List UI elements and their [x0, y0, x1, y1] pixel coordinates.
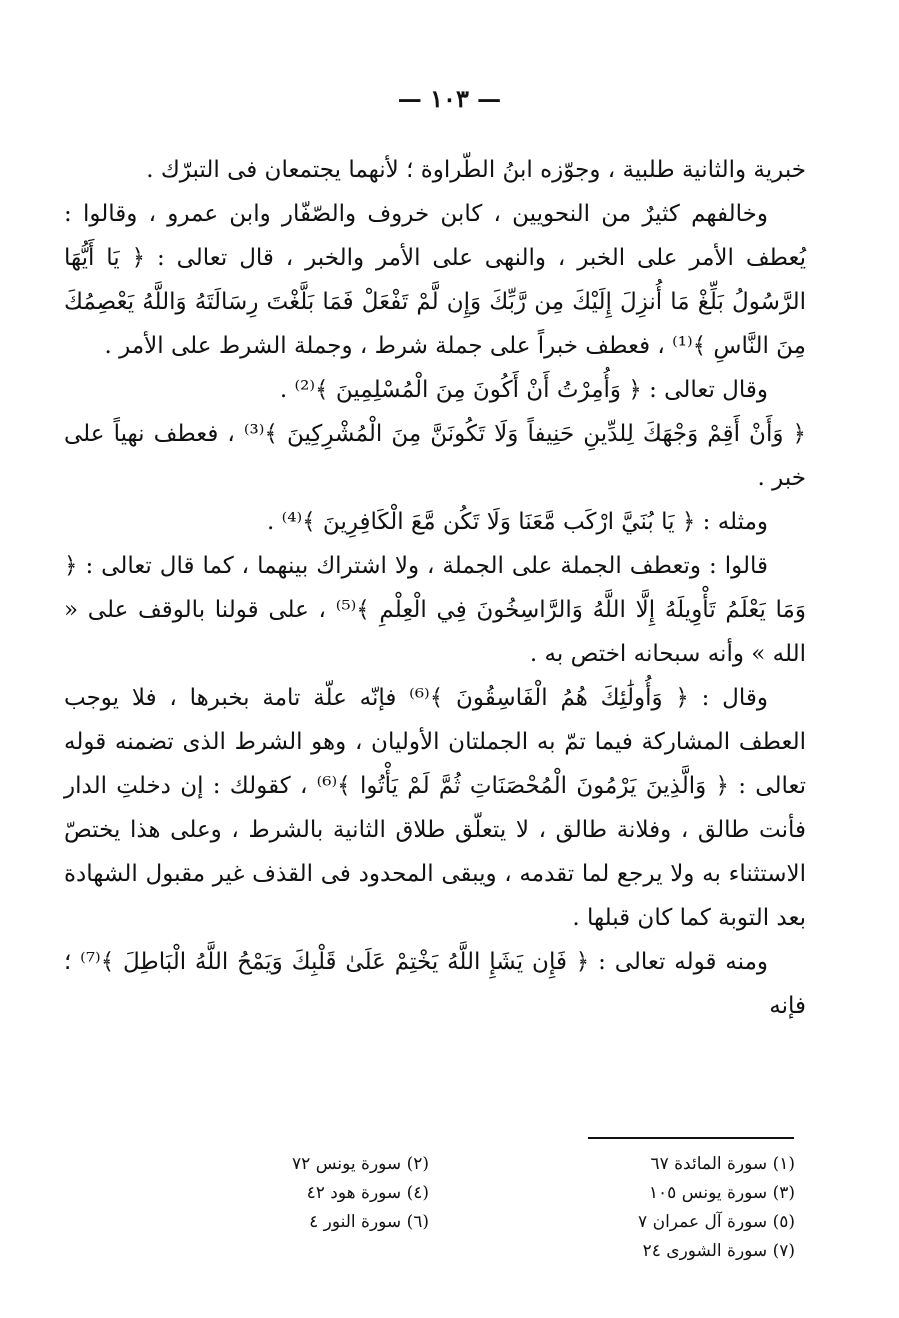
footnote: (٥) سورة آل عمران ٧: [638, 1212, 795, 1232]
paragraph: ﴿ وَأَنْ أَقِمْ وَجْهَكَ لِلدِّينِ حَنِيفاً وَلَا تَكُونَنَّ مِنَ الْمُشْرِكِينَ ﴾⁽³⁾ ، فعطف نهياً على خبر .: [64, 421, 806, 491]
paragraph: وقال : ﴿ وَأُولَٰئِكَ هُمُ الْفَاسِقُونَ ﴾⁽⁶⁾ فإنّه علّة تامة بخبرها ، فلا يوجب العطف المشاركة فيما تمّ به الجملتان الأوليان ، وهو الشرط الذى تضمنه قوله تعالى : ﴿ وَالَّذِينَ يَرْمُونَ الْمُحْصَنَاتِ ثُمَّ لَمْ يَأْتُوا ﴾⁽⁶⁾ ، كقولك : إن دخلتِ الدار فأنت طالق ، وفلانة طالق ، لا يتعلّق طلاق الثانية بالشرط ، وعلى هذا يختصّ الاستثناء به ولا يرجع لما تقدمه ، ويبقى المحدود فى القذف غير مقبول الشهادة بعد التوبة كما كان قبلها .: [64, 685, 806, 931]
footnote: (٧) سورة الشورى ٢٤: [642, 1241, 795, 1261]
footnote-divider: [588, 1137, 794, 1139]
paragraph: وقال تعالى : ﴿ وَأُمِرْتُ أَنْ أَكُونَ مِنَ الْمُسْلِمِينَ ﴾⁽²⁾ .: [279, 377, 768, 403]
paragraph: خبرية والثانية طلبية ، وجوّزه ابنُ الطّراوة ؛ لأنهما يجتمعان فى التبرّك .: [146, 157, 806, 183]
footnote: (٦) سورة النور ٤: [309, 1212, 429, 1232]
paragraph: وخالفهم كثيرٌ من النحويين ، كابن خروف والصّفّار وابن عمرو ، وقالوا : يُعطف الأمر على الخبر ، والنهى على الأمر والخبر ، قال تعالى : ﴿ يَا أَيُّهَا الرَّسُولُ بَلِّغْ مَا أُنزِلَ إِلَيْكَ مِن رَّبِّكَ وَإِن لَّمْ تَفْعَلْ فَمَا بَلَّغْتَ رِسَالَتَهُ وَاللَّهُ يَعْصِمُكَ مِنَ النَّاسِ ﴾⁽¹⁾ ، فعطف خبراً على جملة شرط ، وجملة الشرط على الأمر .: [64, 201, 806, 359]
paragraph: ومثله : ﴿ يَا بُنَيَّ ارْكَب مَّعَنَا وَلَا تَكُن مَّعَ الْكَافِرِينَ ﴾⁽⁴⁾ .: [266, 509, 768, 535]
body-text: [64, 148, 806, 1028]
footnotes-left-column: [199, 1150, 429, 1237]
footnote: (٤) سورة هود ٤٢: [306, 1183, 429, 1203]
paragraph: ومنه قوله تعالى : ﴿ فَإِن يَشَإِ اللَّهُ يَخْتِمْ عَلَىٰ قَلْبِكَ وَيَمْحُ اللَّهُ الْبَاطِلَ ﴾⁽⁷⁾ ؛ فإنه: [64, 949, 806, 1019]
footnotes-right-column: [565, 1150, 795, 1266]
page-number: — ١٠٣ —: [397, 84, 502, 113]
footnote: (١) سورة المائدة ٦٧: [650, 1154, 795, 1174]
paragraph: قالوا : وتعطف الجملة على الجملة ، ولا اشتراك بينهما ، كما قال تعالى : ﴿ وَمَا يَعْلَمُ تَأْوِيلَهُ إِلَّا اللَّهُ وَالرَّاسِخُونَ فِي الْعِلْمِ ﴾⁽⁵⁾ ، على قولنا بالوقف على « الله » وأنه سبحانه اختص به .: [64, 553, 806, 667]
footnote: (٣) سورة يونس ١٠٥: [648, 1183, 795, 1203]
footnote: (٢) سورة يونس ٧٢: [292, 1154, 429, 1174]
